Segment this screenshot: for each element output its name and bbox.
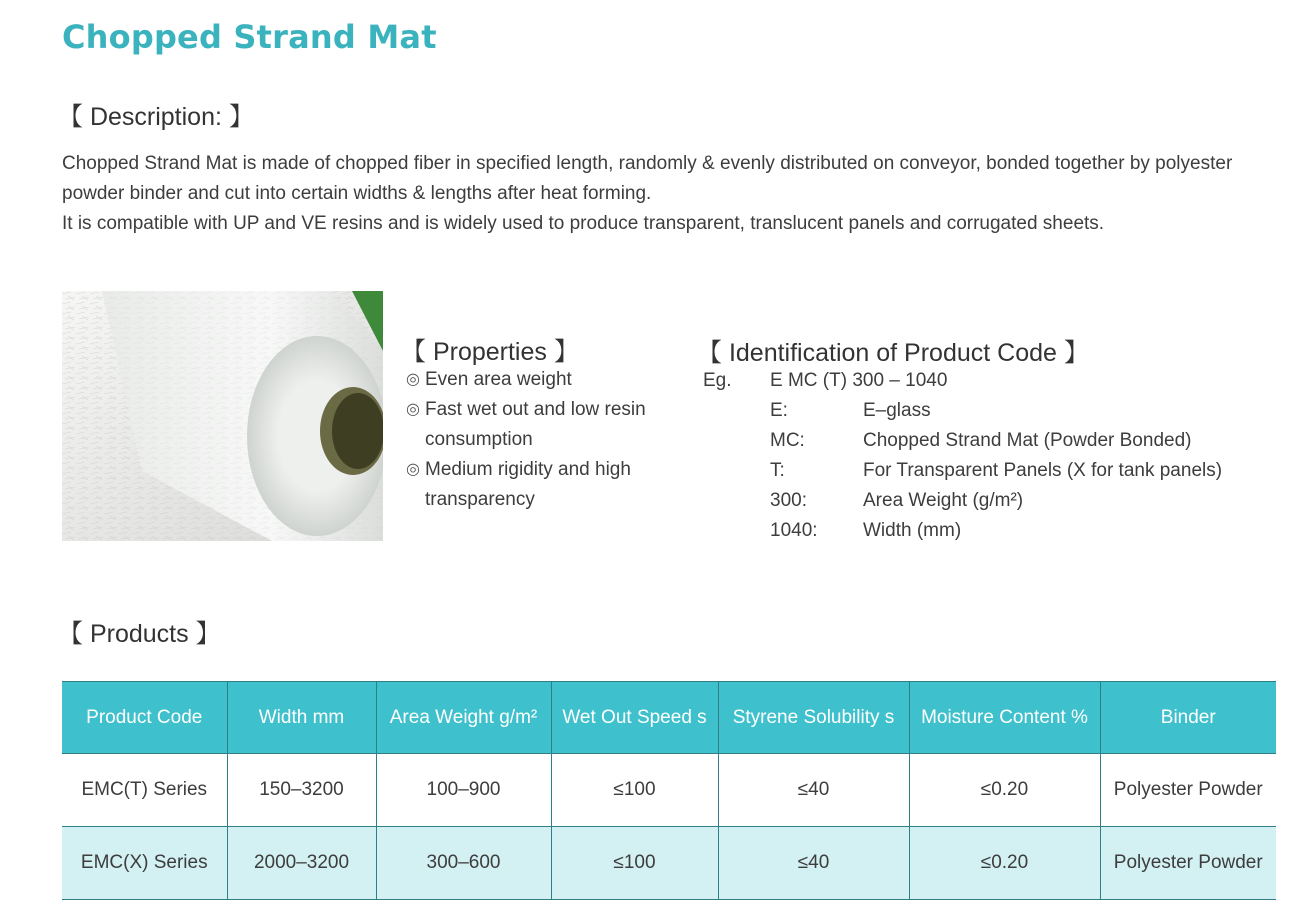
table-cell: ≤100 [551, 827, 718, 900]
properties-heading: 【 Properties 】 [401, 338, 579, 366]
products-heading: 【 Products 】 [58, 620, 221, 648]
column-header: Product Code [62, 682, 227, 754]
table-cell: ≤100 [551, 754, 718, 827]
code-key: MC: [770, 430, 805, 451]
property-item: ◎ Medium rigidity and high transparency [406, 455, 666, 515]
column-header: Area Weight g/m² [376, 682, 551, 754]
column-header: Width mm [227, 682, 376, 754]
table-header-row [62, 682, 1276, 754]
table-cell: 100–900 [376, 754, 551, 827]
example-code: E MC (T) 300 – 1040 [770, 370, 948, 391]
code-meaning: E–glass [863, 400, 931, 421]
mat-roll-image [62, 291, 383, 541]
example-label: Eg. [703, 370, 732, 391]
table-row [62, 754, 1276, 827]
property-item: ◎ Fast wet out and low resin consumption [406, 395, 666, 455]
code-key: E: [770, 400, 788, 421]
code-meaning: For Transparent Panels (X for tank panels) [863, 460, 1223, 481]
description-paragraph-1: Chopped Strand Mat is made of chopped fiber in specified length, randomly & evenly distributed on conveyor, bonded together by polyester powder binder and cut into certain widths & lengths after heat forming. [62, 153, 1233, 204]
double-circle-bullet-icon: ◎ [406, 461, 420, 478]
description-paragraph-2: It is compatible with UP and VE resins and is widely used to produce transparent, translucent panels and corrugated sheets. [62, 213, 1105, 234]
column-header: Wet Out Speed s [551, 682, 718, 754]
code-meaning: Area Weight (g/m²) [863, 490, 1024, 511]
identification-heading: 【 Identification of Product Code 】 [697, 339, 1089, 367]
double-circle-bullet-icon: ◎ [406, 371, 420, 388]
properties-list [406, 365, 666, 515]
table-cell: ≤40 [718, 827, 909, 900]
table-cell: ≤0.20 [909, 754, 1100, 827]
description-body [62, 149, 1262, 239]
table-cell: ≤40 [718, 754, 909, 827]
table-cell: 2000–3200 [227, 827, 376, 900]
double-circle-bullet-icon: ◎ [406, 401, 420, 418]
code-key: 1040: [770, 520, 818, 541]
column-header: Styrene Solubility s [718, 682, 909, 754]
property-item: ◎ Even area weight [406, 365, 666, 395]
table-cell: EMC(X) Series [62, 827, 227, 900]
code-key: T: [770, 460, 785, 481]
column-header: Binder [1100, 682, 1276, 754]
column-header: Moisture Content % [909, 682, 1100, 754]
table-cell: 300–600 [376, 827, 551, 900]
table-cell: EMC(T) Series [62, 754, 227, 827]
table-cell: Polyester Powder [1100, 827, 1276, 900]
page-title: Chopped Strand Mat [62, 18, 437, 56]
description-heading: 【 Description: 】 [58, 103, 254, 131]
table-cell: ≤0.20 [909, 827, 1100, 900]
table-cell: Polyester Powder [1100, 754, 1276, 827]
products-table [62, 681, 1276, 900]
code-meaning: Chopped Strand Mat (Powder Bonded) [863, 430, 1192, 451]
table-cell: 150–3200 [227, 754, 376, 827]
table-row [62, 827, 1276, 900]
code-key: 300: [770, 490, 807, 511]
code-meaning: Width (mm) [863, 520, 962, 541]
